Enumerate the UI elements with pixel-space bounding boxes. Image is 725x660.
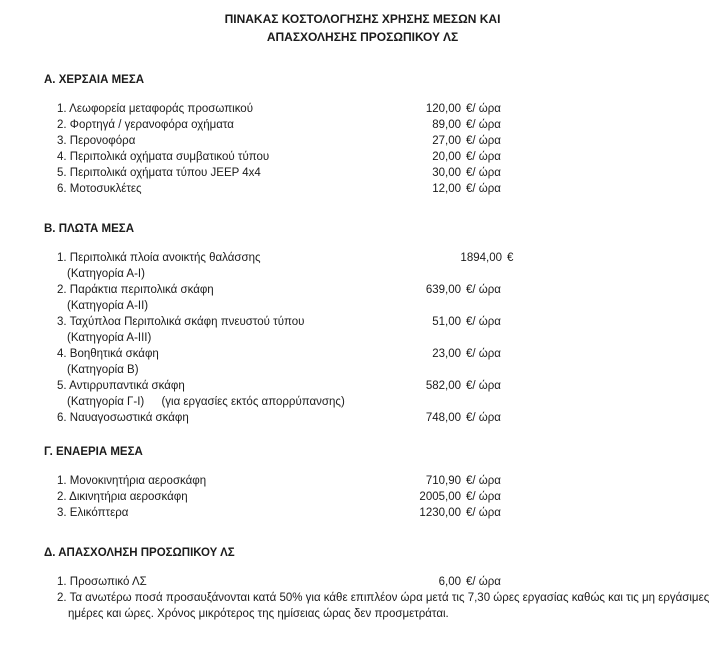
row-amount: 20,00 [432, 151, 461, 163]
row-unit: €/ ώρα [466, 507, 501, 519]
row-amount: 1230,00 [419, 507, 461, 519]
table-row [57, 505, 725, 521]
row-unit: €/ ώρα [466, 475, 501, 487]
section-heading-aerial: Γ. ΕΝΑΕΡΙΑ ΜΕΣΑ [44, 446, 143, 458]
section-rows [57, 473, 725, 521]
table-row [57, 314, 725, 330]
table-row [57, 282, 725, 298]
row-amount: 30,00 [432, 167, 461, 179]
section-heading-floating: Β. ΠΛΩΤΑ ΜΕΣΑ [44, 223, 135, 235]
row-unit: €/ ώρα [466, 576, 501, 588]
table-row [57, 574, 725, 590]
section-heading-land: Α. ΧΕΡΣΑΙΑ ΜΕΣΑ [44, 74, 145, 86]
row-label: 4. Βοηθητικά σκάφη [57, 348, 159, 360]
table-row [57, 117, 725, 133]
row-label: 2. Φορτηγά / γερανοφόρα οχήματα [57, 119, 234, 131]
row-label: 2. Παράκτια περιπολικά σκάφη [57, 284, 214, 296]
row-amount: 51,00 [432, 316, 461, 328]
row-unit: €/ ώρα [466, 348, 501, 360]
row-amount: 748,00 [425, 412, 461, 424]
row-unit: €/ ώρα [466, 151, 501, 163]
row-unit: €/ ώρα [466, 119, 501, 131]
section-aerial-means [44, 444, 725, 521]
table-row [57, 149, 725, 165]
row-category [57, 394, 725, 410]
row-unit: €/ ώρα [466, 380, 501, 392]
row-amount: 120,00 [425, 103, 461, 115]
row-category-note: (για εργασίες εκτός απορρύπανσης) [161, 396, 345, 408]
row-amount: 23,00 [432, 348, 461, 360]
row-label: 3. Ελικόπτερα [57, 507, 129, 519]
table-row [57, 133, 725, 149]
row-label: 6. Ναυαγοσωστικά σκάφη [57, 412, 189, 424]
row-category-label: (Κατηγορία Γ-I) [67, 396, 145, 408]
row-amount: 27,00 [432, 135, 461, 147]
row-unit: € [507, 252, 514, 264]
table-row [57, 473, 725, 489]
table-row [57, 181, 725, 197]
section-rows [57, 250, 725, 426]
row-label: 3. Ταχύπλοα Περιπολικά σκάφη πνευστού τύπου [57, 316, 305, 328]
document-title [0, 10, 725, 46]
section-floating-means [44, 221, 725, 426]
row-unit: €/ ώρα [466, 135, 501, 147]
row-amount: 2005,00 [419, 491, 461, 503]
row-label: 4. Περιπολικά οχήματα συμβατικού τύπου [57, 151, 270, 163]
row-amount: 6,00 [438, 576, 461, 588]
row-amount: 710,90 [425, 475, 461, 487]
table-row [57, 378, 725, 394]
table-row [57, 101, 725, 117]
row-amount: 582,00 [425, 380, 461, 392]
section-heading-personnel: Δ. ΑΠΑΣΧΟΛΗΣΗ ΠΡΟΣΩΠΙΚΟΥ ΛΣ [44, 547, 235, 559]
row-unit: €/ ώρα [466, 103, 501, 115]
row-unit: €/ ώρα [466, 491, 501, 503]
table-row [57, 165, 725, 181]
table-row [57, 489, 725, 505]
row-label: 5. Αντιρρυπαντικά σκάφη [57, 380, 185, 392]
row-unit: €/ ώρα [466, 284, 501, 296]
row-category: (Κατηγορία Α-I) [67, 268, 145, 280]
title-line-2: ΑΠΑΣΧΟΛΗΣΗΣ ΠΡΟΣΩΠΙΚΟΥ ΛΣ [266, 30, 459, 44]
table-row [57, 250, 725, 266]
row-amount: 89,00 [432, 119, 461, 131]
row-amount: 1894,00 [460, 252, 502, 264]
row-label: 1. Λεωφορεία μεταφοράς προσωπικού [57, 103, 253, 115]
row-label: 6. Μοτοσυκλέτες [57, 183, 142, 195]
footnote: 2. Τα ανωτέρω ποσά προσαυξάνονται κατά 50% για κάθε επιπλέον ώρα μετά τις 7,30 ώρες εργασίας καθώς και τις μη εργάσιμες ημέρες και ώρες. Χρόνος μικρότερος της ημίσειας ώρας δεν προσμετράται. [57, 592, 710, 620]
row-label: 1. Προσωπικό ΛΣ [57, 576, 147, 588]
section-rows [57, 574, 725, 590]
section-land-means [44, 72, 725, 197]
row-unit: €/ ώρα [466, 183, 501, 195]
table-row [57, 346, 725, 362]
row-unit: €/ ώρα [466, 316, 501, 328]
row-label: 5. Περιπολικά οχήματα τύπου JEEP 4x4 [57, 167, 261, 179]
row-label: 3. Περονοφόρα [57, 135, 136, 147]
row-category: (Κατηγορία Β) [67, 364, 139, 376]
row-category: (Κατηγορία Α-II) [67, 300, 149, 312]
row-unit: €/ ώρα [466, 167, 501, 179]
row-unit: €/ ώρα [466, 412, 501, 424]
row-label: 1. Μονοκινητήρια αεροσκάφη [57, 475, 207, 487]
row-label: 1. Περιπολικά πλοία ανοικτής θαλάσσης [57, 252, 261, 264]
section-rows [57, 101, 725, 197]
title-line-1: ΠΙΝΑΚΑΣ ΚΟΣΤΟΛΟΓΗΣΗΣ ΧΡΗΣΗΣ ΜΕΣΩΝ ΚΑΙ [224, 12, 501, 26]
table-row [57, 410, 725, 426]
row-amount: 639,00 [425, 284, 461, 296]
row-category: (Κατηγορία Α-III) [67, 332, 152, 344]
row-amount: 12,00 [432, 183, 461, 195]
row-label: 2. Δικινητήρια αεροσκάφη [57, 491, 188, 503]
section-personnel-employment [44, 545, 725, 622]
